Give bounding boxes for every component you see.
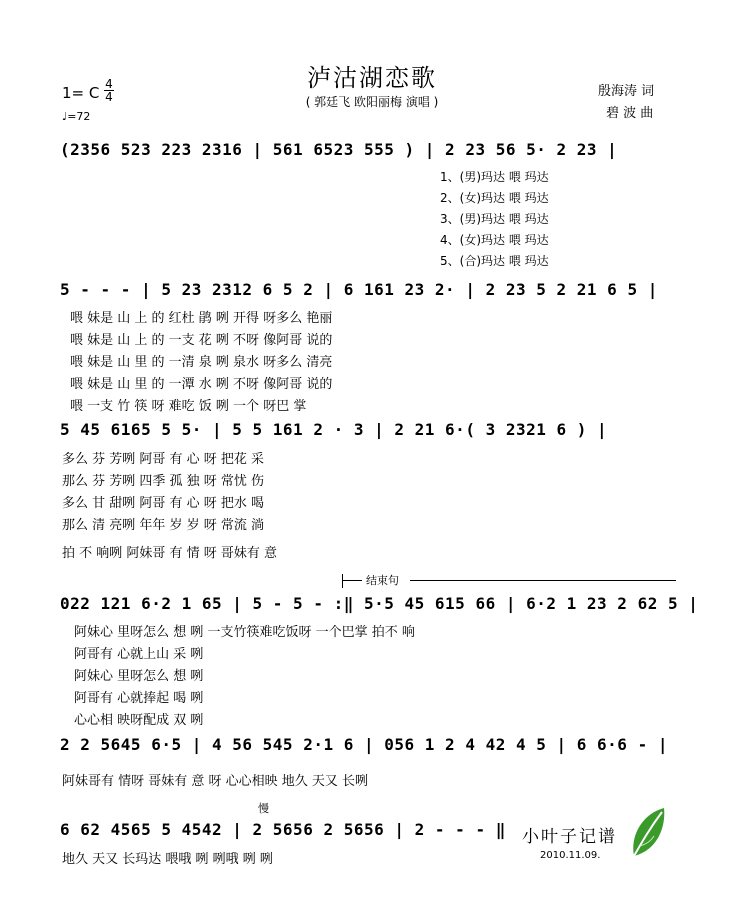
song-title: 泸沽湖恋歌 [307, 64, 437, 92]
score-row-5: 2 2 5645 6·5 | 4 56 545 2·1 6 | 056 1 2 4 42 4 5 | 6 6·6 - | [60, 735, 668, 754]
ending-section-label: 结束句 [366, 574, 399, 587]
composer-credit: 碧 波 曲 [606, 106, 654, 121]
lyric-line: 阿哥有 心就捧起 喝 咧 [74, 691, 204, 706]
verse-line: 3、(男)玛达 喂 玛达 [440, 212, 549, 226]
tempo-slow-mark: 慢 [258, 802, 269, 815]
lyric-line: 那么 清 亮咧 年年 岁 岁 呀 常流 淌 [62, 518, 265, 533]
lyric-line: 喂 妹是 山 里 的 一潭 水 咧 不呀 像阿哥 说的 [70, 377, 333, 392]
lyricist-credit: 殷海涛 词 [598, 84, 655, 99]
verse-line: 5、(合)玛达 喂 玛达 [440, 254, 549, 268]
tempo-mark: ♩=72 [62, 110, 91, 123]
lyric-line: 地久 天又 长玛达 喂哦 咧 咧哦 咧 咧 [62, 852, 273, 867]
section-bracket [342, 580, 362, 581]
section-bracket [410, 580, 676, 581]
score-row-6: 6 62 4565 5 4542 | 2 5656 2 5656 | 2 - - - ‖ [60, 820, 506, 839]
lyric-line: 多么 甘 甜咧 阿哥 有 心 呀 把水 喝 [62, 496, 265, 511]
verse-line: 4、(女)玛达 喂 玛达 [440, 233, 549, 247]
score-row-3: 5 45 6165 5 5· | 5 5 161 2 · 3 | 2 21 6·( 3 2321 6 ) | [60, 420, 608, 439]
lyric-line: 喂 一支 竹 筷 呀 难吃 饭 咧 一个 呀巴 掌 [70, 399, 307, 414]
leaf-icon [628, 806, 668, 866]
lyric-line: 阿哥有 心就上山 采 咧 [74, 647, 204, 662]
lyric-line: 心心相 映呀配成 双 咧 [74, 713, 204, 728]
lyric-line: 喂 妹是 山 上 的 一支 花 咧 不呀 像阿哥 说的 [70, 333, 333, 348]
time-signature-top: 4 [105, 77, 113, 91]
section-bracket [342, 574, 343, 588]
score-row-4: 022 121 6·2 1 65 | 5 - 5 - :‖ 5·5 45 615 66 | 6·2 1 23 2 62 5 | [60, 594, 699, 613]
lyric-line: 那么 芬 芳咧 四季 孤 独 呀 常忧 伤 [62, 474, 265, 489]
lyric-line: 喂 妹是 山 上 的 红杜 鹃 咧 开得 呀多么 艳丽 [70, 311, 333, 326]
lyric-line: 阿妹心 里呀怎么 想 咧 [74, 669, 204, 684]
verse-line: 1、(男)玛达 喂 玛达 [440, 170, 549, 184]
transcriber-signature: 小叶子记谱 [522, 827, 617, 847]
verse-line: 2、(女)玛达 喂 玛达 [440, 191, 549, 205]
lyric-line: 阿妹哥有 情呀 哥妹有 意 呀 心心相映 地久 天又 长咧 [62, 774, 369, 789]
lyric-line: 多么 芬 芳咧 阿哥 有 心 呀 把花 采 [62, 452, 265, 467]
singers-credit: ( 郭廷飞 欧阳丽梅 演唱 ) [305, 95, 439, 109]
score-row-2: 5 - - - | 5 23 2312 6 5 2 | 6 161 23 2· | 2 23 5 2 21 6 5 | [60, 280, 658, 299]
score-row-1: (2356 523 223 2316 | 561 6523 555 ) | 2 23 56 5· 2 23 | [60, 140, 618, 159]
lyric-line: 拍 不 响咧 阿妹哥 有 情 呀 哥妹有 意 [62, 546, 278, 561]
time-signature [104, 78, 114, 103]
lyric-line: 阿妹心 里呀怎么 想 咧 一支竹筷难吃饭呀 一个巴掌 拍不 响 [74, 625, 415, 640]
key-signature: 1= C [62, 84, 100, 102]
lyric-line: 喂 妹是 山 里 的 一清 泉 咧 泉水 呀多么 清亮 [70, 355, 333, 370]
time-signature-bottom: 4 [105, 90, 113, 104]
transcription-date: 2010.11.09. [540, 850, 601, 861]
